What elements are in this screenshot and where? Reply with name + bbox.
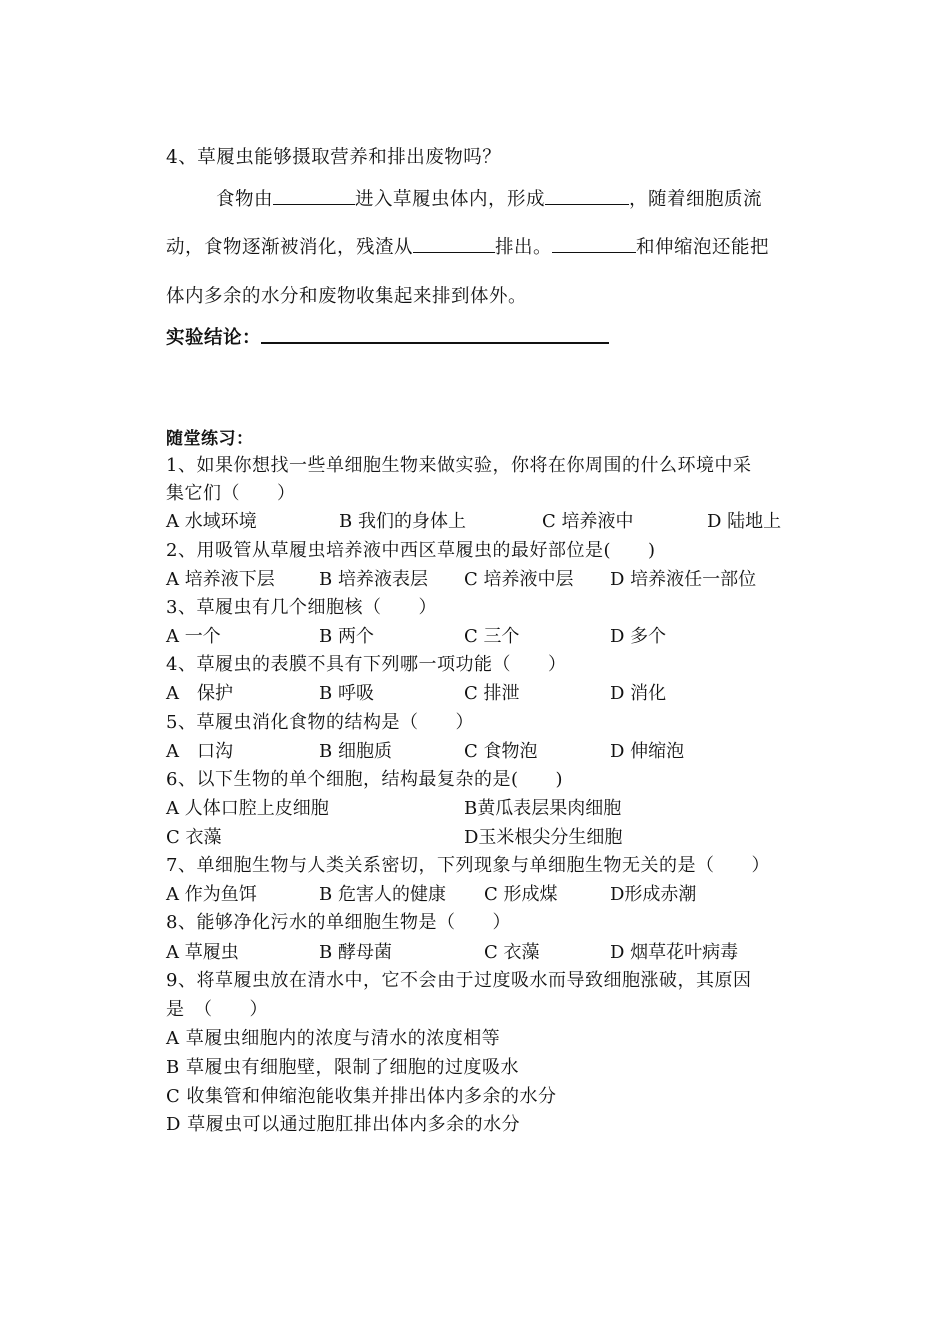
option-b[interactable]: B 细胞质 [319, 741, 392, 762]
text: ，随着细胞质流 [629, 189, 763, 210]
question-8-options [166, 938, 806, 962]
text: 排出。 [495, 237, 553, 258]
text: 和伸缩泡还能把 [636, 237, 770, 258]
option-d[interactable]: D 多个 [610, 626, 667, 647]
question-1-line-1: 1、如果你想找一些单细胞生物来做实验，你将在你周围的什么环境中采 [166, 455, 752, 476]
option-b[interactable]: B黄瓜表层果肉细胞 [464, 798, 622, 819]
question-5-options [166, 737, 806, 761]
q4-title: 4、草履虫能够摄取营养和排出废物吗？ [166, 147, 502, 168]
fill-blank-3[interactable] [413, 234, 495, 254]
option-d[interactable]: D 烟草花叶病毒 [610, 942, 739, 963]
option-b[interactable]: B 酵母菌 [319, 942, 392, 963]
question-6-options-row-1 [166, 794, 806, 818]
q4-paragraph-line-1 [216, 185, 762, 211]
option-a[interactable]: A 作为鱼饵 [166, 884, 257, 905]
option-c[interactable]: C 排泄 [464, 683, 520, 704]
practice-heading: 随堂练习： [166, 429, 254, 449]
option-a[interactable]: A 保护 [166, 683, 233, 704]
text: 进入草履虫体内，形成 [355, 189, 546, 210]
question-6: 6、以下生物的单个细胞，结构最复杂的是( ) [166, 769, 563, 790]
option-a[interactable]: A 一个 [166, 626, 221, 647]
conclusion-blank[interactable] [261, 323, 609, 344]
conclusion-line [166, 323, 609, 350]
option-b[interactable]: B 呼吸 [319, 683, 374, 704]
option-b[interactable]: B 两个 [319, 626, 374, 647]
question-4-options [166, 679, 806, 703]
option-c[interactable]: C 三个 [464, 626, 520, 647]
option-b[interactable]: B 培养液表层 [319, 569, 428, 590]
q4-paragraph-line-3: 体内多余的水分和废物收集起来排到体外。 [166, 286, 528, 307]
option-c[interactable]: C 形成煤 [484, 884, 558, 905]
question-7: 7、单细胞生物与人类关系密切，下列现象与单细胞生物无关的是（ ） [166, 855, 770, 876]
option-d[interactable]: D形成赤潮 [610, 884, 697, 905]
option-a[interactable]: A 口沟 [166, 741, 233, 762]
option-c[interactable]: C 培养液中层 [464, 569, 574, 590]
question-8: 8、能够净化污水的单细胞生物是（ ） [166, 912, 511, 933]
question-3-options [166, 622, 806, 646]
option-d[interactable]: D 伸缩泡 [610, 741, 685, 762]
option-a[interactable]: A 水域环境 [166, 511, 257, 532]
option-c[interactable]: C 培养液中 [542, 511, 634, 532]
q4-paragraph-line-2 [166, 233, 769, 259]
question-1-line-2: 集它们（ ） [166, 483, 296, 504]
option-a[interactable]: A 草履虫细胞内的浓度与清水的浓度相等 [166, 1028, 501, 1049]
question-5: 5、草履虫消化食物的结构是（ ） [166, 712, 474, 733]
question-9-line-1: 9、将草履虫放在清水中，它不会由于过度吸水而导致细胞涨破，其原因 [166, 970, 752, 991]
option-b[interactable]: B 我们的身体上 [339, 511, 466, 532]
text: 动，食物逐渐被消化，残渣从 [166, 237, 414, 258]
conclusion-label: 实验结论： [166, 327, 262, 349]
fill-blank-1[interactable] [273, 186, 355, 206]
option-c[interactable]: C 衣藻 [166, 827, 222, 848]
option-d[interactable]: D玉米根尖分生细胞 [464, 827, 623, 848]
option-c[interactable]: C 食物泡 [464, 741, 538, 762]
option-b[interactable]: B 危害人的健康 [319, 884, 446, 905]
question-9-line-2: 是 （ ） [166, 999, 268, 1020]
option-d[interactable]: D 陆地上 [707, 511, 782, 532]
question-1-options [166, 507, 806, 531]
question-6-options-row-2 [166, 823, 806, 847]
option-b[interactable]: B 草履虫有细胞壁，限制了细胞的过度吸水 [166, 1057, 519, 1078]
option-c[interactable]: C 衣藻 [484, 942, 540, 963]
option-a[interactable]: A 人体口腔上皮细胞 [166, 798, 329, 819]
option-d[interactable]: D 培养液任一部位 [610, 569, 757, 590]
question-4: 4、草履虫的表膜不具有下列哪一项功能（ ） [166, 654, 567, 675]
option-a[interactable]: A 草履虫 [166, 942, 239, 963]
question-7-options [166, 880, 806, 904]
question-3: 3、草履虫有几个细胞核（ ） [166, 597, 437, 618]
fill-blank-4[interactable] [552, 234, 636, 254]
option-a[interactable]: A 培养液下层 [166, 569, 275, 590]
option-d[interactable]: D 消化 [610, 683, 667, 704]
question-2: 2、用吸管从草履虫培养液中西区草履虫的最好部位是( ) [166, 540, 656, 561]
text: 食物由 [216, 189, 274, 210]
option-c[interactable]: C 收集管和伸缩泡能收集并排出体内多余的水分 [166, 1086, 557, 1107]
fill-blank-2[interactable] [545, 186, 629, 206]
question-2-options [166, 565, 806, 589]
option-d[interactable]: D 草履虫可以通过胞肛排出体内多余的水分 [166, 1114, 521, 1135]
